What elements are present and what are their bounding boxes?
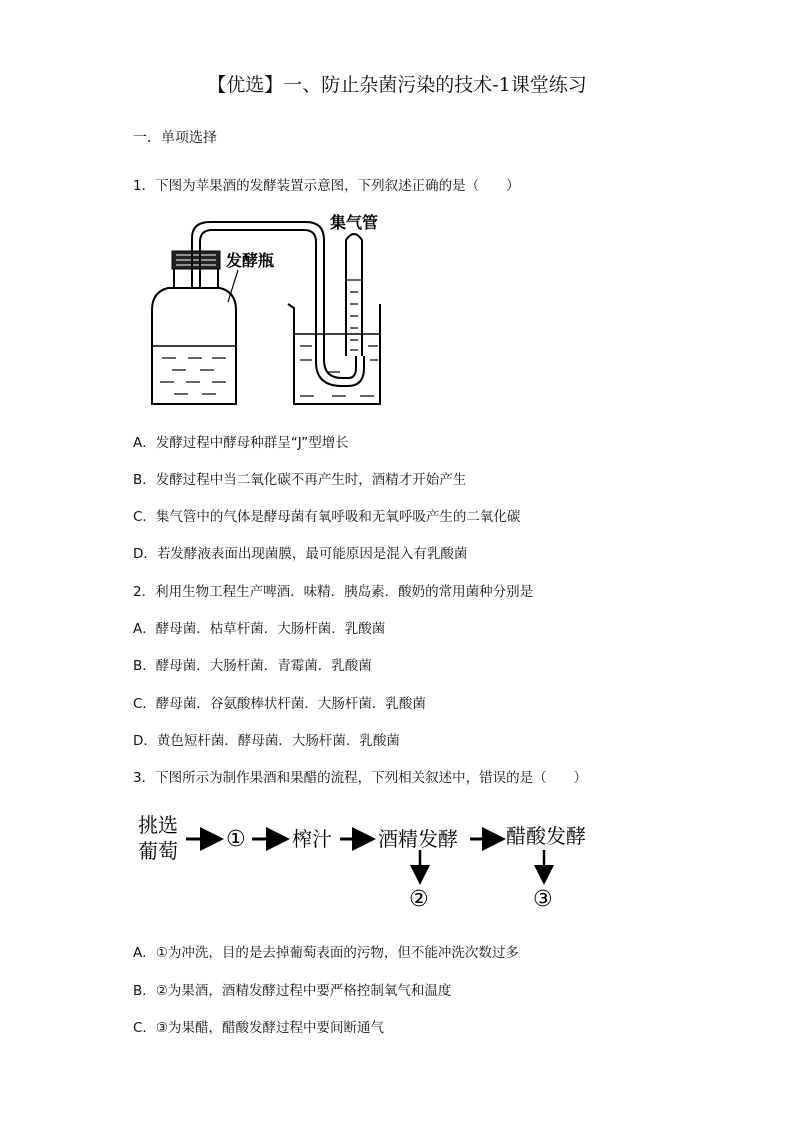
- section-heading: 一．单项选择: [133, 130, 217, 146]
- gas-collecting-tube: [346, 234, 362, 356]
- label-gas-tube: 集气管: [330, 213, 379, 232]
- beaker: [288, 304, 380, 404]
- page-title: 【优选】一、防止杂菌污染的技术-1课堂练习: [207, 74, 587, 96]
- q3-option-a: A．①为冲洗，目的是去掉葡萄表面的污物，但不能冲洗次数过多: [133, 945, 519, 961]
- q3-option-c: C．③为果醋，醋酸发酵过程中要间断通气: [133, 1020, 385, 1036]
- flow-out1: ②: [409, 887, 429, 912]
- flow-out2: ③: [533, 887, 553, 912]
- q2-option-b: B．酵母菌．大肠杆菌．青霉菌．乳酸菌: [133, 658, 372, 674]
- q1-option-a: A．发酵过程中酵母种群呈“J”型增长: [133, 435, 349, 451]
- flow-start-line1: 挑选: [138, 813, 178, 837]
- q1-option-b: B．发酵过程中当二氧化碳不再产生时，酒精才开始产生: [133, 472, 467, 488]
- q2-option-d: D．黄色短杆菌．酵母菌．大肠杆菌．乳酸菌: [133, 733, 400, 749]
- flow-step2: 榨汁: [292, 827, 332, 851]
- flow-start-line2: 葡萄: [138, 839, 178, 863]
- q1-option-d: D．若发酵液表面出现菌膜，最可能原因是混入有乳酸菌: [133, 546, 468, 562]
- bottle-stopper: [174, 268, 218, 288]
- q3-stem: 3．下图所示为制作果酒和果醋的流程，下列相关叙述中，错误的是（ ）: [133, 770, 588, 786]
- q3-option-b: B．②为果酒，酒精发酵过程中要严格控制氧气和温度: [133, 983, 452, 999]
- q2-stem: 2．利用生物工程生产啤酒．味精．胰岛素．酸奶的常用菌种分别是: [133, 584, 534, 600]
- label-bottle: 发酵瓶: [226, 251, 275, 270]
- flow-step3: 酒精发酵: [378, 827, 458, 851]
- flow-step4: 醋酸发酵: [506, 824, 586, 848]
- q2-option-a: A．酵母菌．枯草杆菌．大肠杆菌．乳酸菌: [133, 621, 386, 637]
- connecting-tube: [192, 222, 356, 378]
- wine-vinegar-flowchart: [134, 808, 604, 918]
- fermentation-apparatus-figure: [148, 208, 388, 413]
- q2-option-c: C．酵母菌．谷氨酸棒状杆菌．大肠杆菌．乳酸菌: [133, 696, 426, 712]
- flow-step1: ①: [226, 827, 246, 852]
- q1-stem: 1．下图为苹果酒的发酵装置示意图，下列叙述正确的是（ ）: [133, 178, 520, 194]
- q1-option-c: C．集气管中的气体是酵母菌有氧呼吸和无氧呼吸产生的二氧化碳: [133, 509, 521, 525]
